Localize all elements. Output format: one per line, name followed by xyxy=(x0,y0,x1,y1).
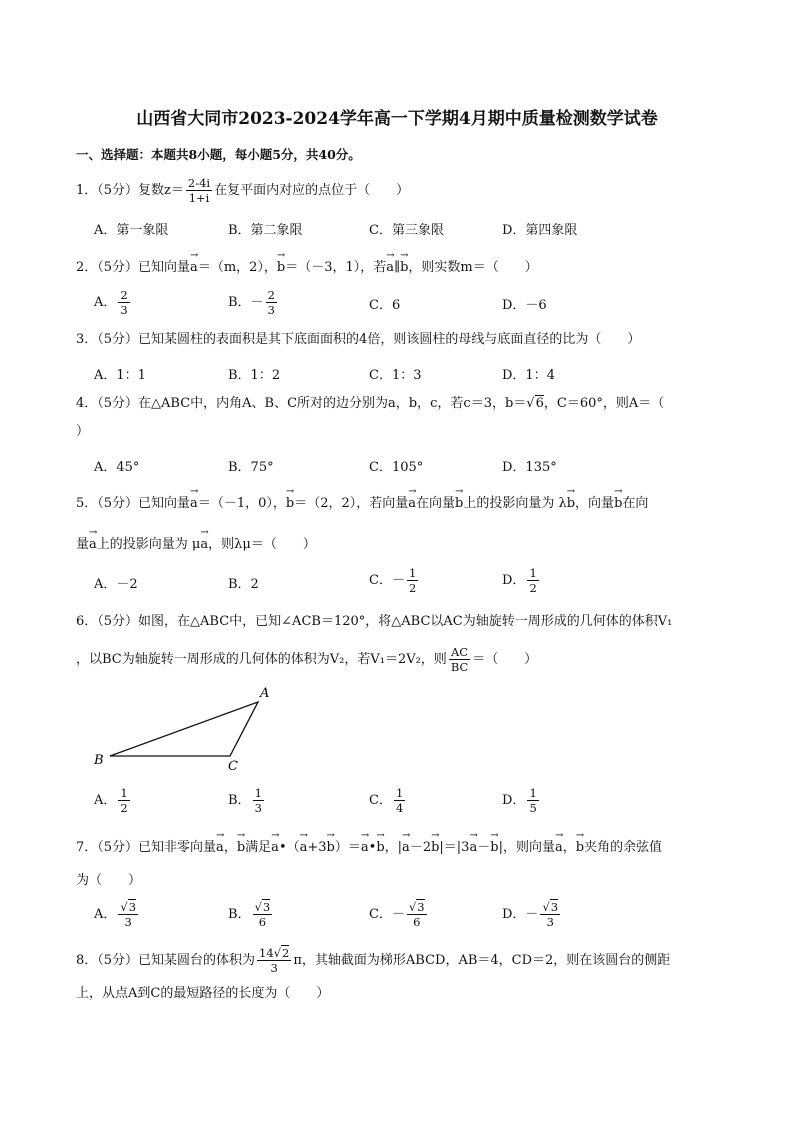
denominator: 3 xyxy=(267,303,275,317)
q1-option-c[interactable]: C．第三象限 xyxy=(369,223,444,238)
q1-option-b[interactable]: B．第二象限 xyxy=(228,223,303,238)
question-7 xyxy=(76,836,662,858)
vector-a: → a xyxy=(555,836,563,858)
denominator: BC xyxy=(450,660,469,674)
q2-option-a[interactable] xyxy=(94,288,132,317)
q6-text: ＝（ ） xyxy=(472,652,538,667)
question-1 xyxy=(76,176,409,205)
vector-a: → a xyxy=(216,836,224,858)
q8-fraction xyxy=(257,946,291,975)
q5-continuation xyxy=(76,533,316,555)
fraction xyxy=(118,288,129,317)
option-label: A． xyxy=(94,793,117,808)
q1-numerator: 2-4i xyxy=(187,176,211,190)
q8-text: 8．（5分）已知某圆台的体积为 xyxy=(76,953,256,968)
radicand: 2 xyxy=(282,946,290,960)
q7-option-b[interactable] xyxy=(228,900,274,929)
q8-continuation: 上，从点A到C的最短路径的长度为（ ） xyxy=(76,986,330,1001)
q7-text: 满足 xyxy=(245,840,272,855)
q4-option-c[interactable]: C．105° xyxy=(369,460,424,475)
q5-text: 在向量 xyxy=(416,496,456,511)
q1-stem-start: 1．（5分）复数z＝ xyxy=(76,183,184,198)
vector-b: → b xyxy=(400,256,408,278)
q2-text: ＝（m，2）， xyxy=(197,260,277,275)
triangle-figure xyxy=(90,682,290,772)
denominator: 2 xyxy=(408,581,417,595)
page-title: 山西省大同市2023-2024学年高一下学期4月期中质量检测数学试卷 xyxy=(136,109,658,129)
q4-text: 4．（5分）在△ABC中，内角A、B、C所对的边分别为a，b，c，若c＝3，b＝ xyxy=(76,396,527,411)
option-label: D．－ xyxy=(502,907,539,922)
vector-b: → b xyxy=(576,836,584,858)
q3-option-c[interactable]: C．1：3 xyxy=(369,368,422,383)
q5-text: 上的投影向量为 λ xyxy=(463,496,567,511)
vector-a: → a xyxy=(386,256,394,278)
vertex-b-label: B xyxy=(94,753,104,768)
denominator: 3 xyxy=(120,303,128,317)
option-label: B． xyxy=(228,793,251,808)
q2-option-b[interactable] xyxy=(228,288,279,317)
denominator: 5 xyxy=(529,801,537,815)
q2-text: ∥ xyxy=(394,260,401,275)
q5-text: ，则λμ＝（ ） xyxy=(208,537,316,552)
denominator: 3 xyxy=(124,915,132,929)
q3-option-b[interactable]: B．1：2 xyxy=(228,368,281,383)
vector-b: → b xyxy=(614,492,622,514)
q2-text: ，则实数m＝（ ） xyxy=(408,260,538,275)
q5-text: 5．（5分）已知向量 xyxy=(76,496,191,511)
q2-option-c[interactable]: C．6 xyxy=(369,298,401,313)
q7-continuation: 为（ ） xyxy=(76,873,142,888)
fraction xyxy=(407,900,427,929)
denominator: 6 xyxy=(258,915,267,929)
q7-option-a[interactable] xyxy=(94,900,140,929)
question-6: 6．（5分）如图，在△ABC中，已知∠ACB＝120°，将△ABC以AC为轴旋转一周形成的几何体的体积V₁ xyxy=(76,614,673,629)
q7-option-d[interactable] xyxy=(502,900,562,929)
option-label: A． xyxy=(94,907,117,922)
q1-stem-end: 在复平面内对应的点位于（ ） xyxy=(214,183,410,198)
vector-b: → b xyxy=(567,492,575,514)
q7-text: ， xyxy=(562,840,576,855)
fraction xyxy=(527,566,538,595)
vector-a: → a xyxy=(190,492,198,514)
vector-b: → b xyxy=(237,836,245,858)
question-4: 4．（5分）在△ABC中，内角A、B、C所对的边分别为a，b，c，若c＝3，b＝√6，C＝60°，则A＝（ xyxy=(76,396,665,411)
question-3: 3．（5分）已知某圆柱的表面积是其下底面面积的4倍，则该圆柱的母线与底面直径的比为（ ） xyxy=(76,332,641,347)
q8-text: π，其轴截面为梯形ABCD，AB＝4，CD＝2，则在该圆台的侧距 xyxy=(293,953,671,968)
q7-text: ，| xyxy=(384,840,403,855)
q3-option-d[interactable]: D．1：4 xyxy=(502,368,555,383)
option-label: D． xyxy=(502,573,526,588)
q5-option-a[interactable]: A．－2 xyxy=(94,577,138,592)
section-heading: 一、选择题：本题共8小题，每小题5分，共40分。 xyxy=(76,147,361,162)
option-label: B．－ xyxy=(228,295,264,310)
q6-option-a[interactable] xyxy=(94,786,132,815)
vector-b: → b xyxy=(431,836,439,858)
vector-b: → b xyxy=(286,492,294,514)
question-8 xyxy=(76,946,670,975)
q5-text: ＝（－1，0）， xyxy=(197,496,286,511)
q7-text: ， xyxy=(223,840,237,855)
fraction xyxy=(540,900,560,929)
q2-option-d[interactable]: D．－6 xyxy=(502,298,547,313)
question-5 xyxy=(76,492,648,514)
q3-option-a[interactable]: A．1：1 xyxy=(94,368,146,383)
fraction xyxy=(407,566,418,595)
q5-text: ＝（2，2），若向量 xyxy=(294,496,409,511)
radicand: 6 xyxy=(535,396,544,411)
numerator: 1 xyxy=(120,786,128,800)
q7-text: － xyxy=(477,840,491,855)
q4-text: ，C＝60°，则A＝（ xyxy=(543,396,665,411)
q6-text: ，以BC为轴旋转一周形成的几何体的体积为V₂，若V₁＝2V₂，则 xyxy=(76,652,447,667)
numerator: √3 xyxy=(542,900,559,914)
numerator: √3 xyxy=(120,900,137,914)
q5-text: ，向量 xyxy=(575,496,615,511)
q4-option-b[interactable]: B．75° xyxy=(228,460,274,475)
q7-text: •（ xyxy=(278,840,300,855)
numerator: 1 xyxy=(395,786,404,800)
fraction xyxy=(266,288,277,317)
vector-b: → b xyxy=(327,836,335,858)
numerator: 2 xyxy=(267,288,275,302)
q5-text: 上的投影向量为 μ xyxy=(96,537,201,552)
option-label: C．－ xyxy=(369,907,405,922)
q1-denominator: 1+i xyxy=(188,191,210,205)
fraction xyxy=(527,786,538,815)
q7-text: |，则向量 xyxy=(498,840,555,855)
vertex-a-label: A xyxy=(260,686,270,701)
q7-option-c[interactable] xyxy=(369,900,429,929)
fraction xyxy=(394,786,405,815)
numerator: AC xyxy=(450,645,469,659)
q6-option-b[interactable] xyxy=(228,786,266,815)
q7-text: +3 xyxy=(307,840,327,855)
numerator: 1 xyxy=(254,786,262,800)
q6-option-d[interactable] xyxy=(502,786,541,815)
numerator: 14√2 xyxy=(259,946,290,960)
q7-text: ）＝ xyxy=(334,840,361,855)
q7-text: －2 xyxy=(409,840,432,855)
option-label: A． xyxy=(94,295,117,310)
vector-a: → a xyxy=(408,492,416,514)
option-label: B． xyxy=(228,907,251,922)
vector-a: → a xyxy=(469,836,477,858)
denominator: 3 xyxy=(270,961,278,975)
vector-a: → a xyxy=(300,836,308,858)
q5-text: 量 xyxy=(76,537,90,552)
vector-a: → a xyxy=(361,836,369,858)
coefficient: 14 xyxy=(259,946,274,960)
vector-b: → b xyxy=(376,836,384,858)
q5-option-b[interactable]: B．2 xyxy=(228,577,259,592)
vector-a: → a xyxy=(271,836,279,858)
numerator: 1 xyxy=(408,566,417,580)
numerator: 1 xyxy=(529,786,537,800)
vector-b: → b xyxy=(455,492,463,514)
numerator: 1 xyxy=(529,566,537,580)
q4-continuation: ） xyxy=(76,424,90,439)
vector-b: → b xyxy=(490,836,498,858)
numerator: √3 xyxy=(254,900,271,914)
q4-option-a[interactable]: A．45° xyxy=(94,460,140,475)
q7-text: |＝|3 xyxy=(439,840,470,855)
denominator: 3 xyxy=(546,915,554,929)
vector-a: → a xyxy=(89,533,97,555)
fraction xyxy=(253,786,264,815)
question-2 xyxy=(76,256,538,278)
radicand: 3 xyxy=(262,900,271,914)
option-label: D． xyxy=(502,793,526,808)
q1-option-a[interactable]: A．第一象限 xyxy=(94,223,169,238)
q6-continuation xyxy=(76,645,537,674)
q1-fraction xyxy=(186,176,212,205)
vector-a: → a xyxy=(190,256,198,278)
fraction xyxy=(253,900,273,929)
vector-b: → b xyxy=(277,256,285,278)
radicand: 3 xyxy=(550,900,559,914)
fraction xyxy=(118,900,138,929)
q2-text: ＝（－3，1），若 xyxy=(285,260,387,275)
q1-option-d[interactable]: D．第四象限 xyxy=(502,223,578,238)
q6-fraction xyxy=(449,645,470,674)
radicand: 3 xyxy=(128,900,137,914)
denominator: 2 xyxy=(529,581,537,595)
denominator: 6 xyxy=(413,915,421,929)
vector-a: → a xyxy=(402,836,410,858)
denominator: 4 xyxy=(395,801,404,815)
vertex-c-label: C xyxy=(228,759,238,772)
fraction xyxy=(118,786,129,815)
q7-text: 夹角的余弦值 xyxy=(584,840,663,855)
triangle-abc xyxy=(110,702,258,756)
option-label: C． xyxy=(369,793,392,808)
q7-text: 7．（5分）已知非零向量 xyxy=(76,840,217,855)
vector-a: → a xyxy=(200,533,208,555)
denominator: 3 xyxy=(254,801,262,815)
numerator: 2 xyxy=(120,288,128,302)
option-label: C．－ xyxy=(369,573,405,588)
numerator: √3 xyxy=(408,900,425,914)
radicand: 3 xyxy=(417,900,425,914)
q5-option-c[interactable] xyxy=(369,566,420,595)
denominator: 2 xyxy=(120,801,128,815)
q5-option-d[interactable] xyxy=(502,566,541,595)
q2-text: 2．（5分）已知向量 xyxy=(76,260,191,275)
q6-option-c[interactable] xyxy=(369,786,407,815)
q7-text: • xyxy=(368,840,377,855)
q5-text: 在向 xyxy=(622,496,649,511)
q4-option-d[interactable]: D．135° xyxy=(502,460,557,475)
